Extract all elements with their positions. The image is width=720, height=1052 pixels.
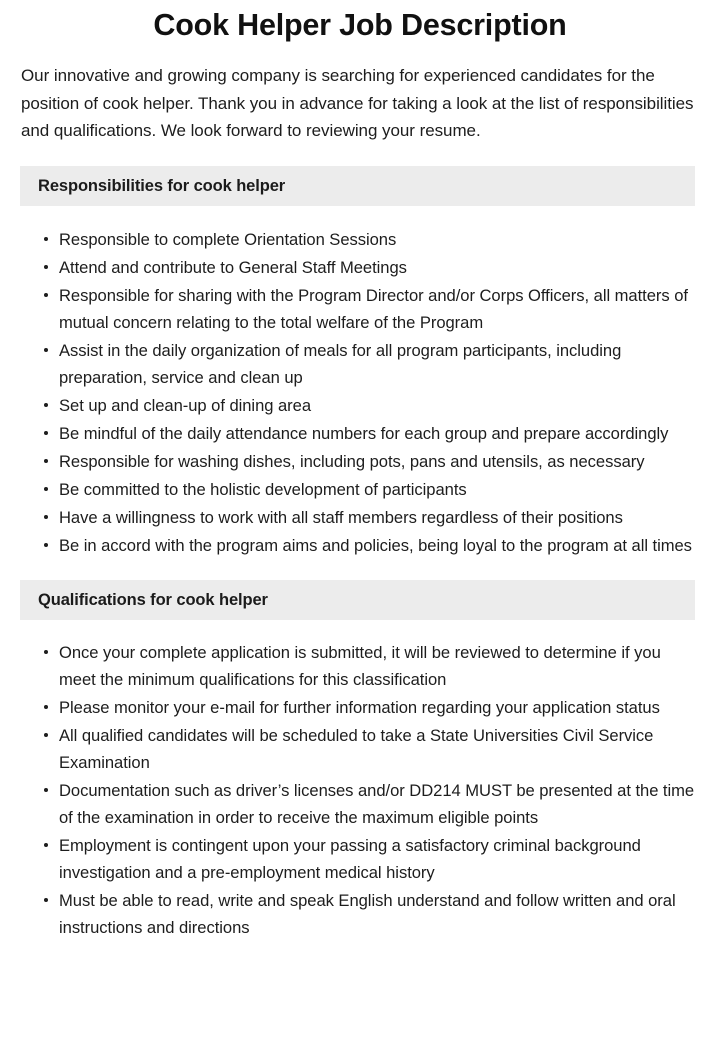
list-item: Assist in the daily organization of meals for all program participants, including preparation, service and clean up <box>44 337 695 391</box>
intro-paragraph: Our innovative and growing company is searching for experienced candidates for the position of cook helper. Thank you in advance for taking a look at the list of responsibilities and qualifications. We look forward to reviewing your resume. <box>21 66 694 140</box>
list-item: Responsible for washing dishes, including pots, pans and utensils, as necessary <box>44 448 695 475</box>
list-item: Attend and contribute to General Staff Meetings <box>44 254 695 281</box>
list-item: Have a willingness to work with all staff members regardless of their positions <box>44 504 695 531</box>
list-item: Once your complete application is submitted, it will be reviewed to determine if you meet the minimum qualifications for this classification <box>44 639 695 693</box>
section-responsibilities <box>0 166 720 559</box>
section-heading-label: Qualifications for cook helper <box>38 590 268 609</box>
list-item: All qualified candidates will be scheduled to take a State Universities Civil Service Examination <box>44 722 695 776</box>
responsibilities-list <box>0 206 720 559</box>
list-item: Please monitor your e-mail for further information regarding your application status <box>44 694 695 721</box>
section-heading-label: Responsibilities for cook helper <box>38 176 286 195</box>
section-qualifications <box>0 580 720 941</box>
list-item: Documentation such as driver’s licenses and/or DD214 MUST be presented at the time of the examination in order to receive the maximum eligible points <box>44 777 695 831</box>
list-item: Responsible to complete Orientation Sessions <box>44 226 695 253</box>
qualifications-list <box>0 620 720 941</box>
list-item: Be mindful of the daily attendance numbers for each group and prepare accordingly <box>44 420 695 447</box>
list-item: Set up and clean-up of dining area <box>44 392 695 419</box>
section-header-responsibilities <box>20 166 695 206</box>
list-item: Employment is contingent upon your passing a satisfactory criminal background investigation and a pre-employment medical history <box>44 832 695 886</box>
list-item: Responsible for sharing with the Program Director and/or Corps Officers, all matters of mutual concern relating to the total welfare of the Program <box>44 282 695 336</box>
page-title: Cook Helper Job Description <box>153 8 567 42</box>
section-header-qualifications <box>20 580 695 620</box>
list-item: Be committed to the holistic development of participants <box>44 476 695 503</box>
list-item: Must be able to read, write and speak English understand and follow written and oral instructions and directions <box>44 887 695 941</box>
list-item: Be in accord with the program aims and policies, being loyal to the program at all times <box>44 532 695 559</box>
